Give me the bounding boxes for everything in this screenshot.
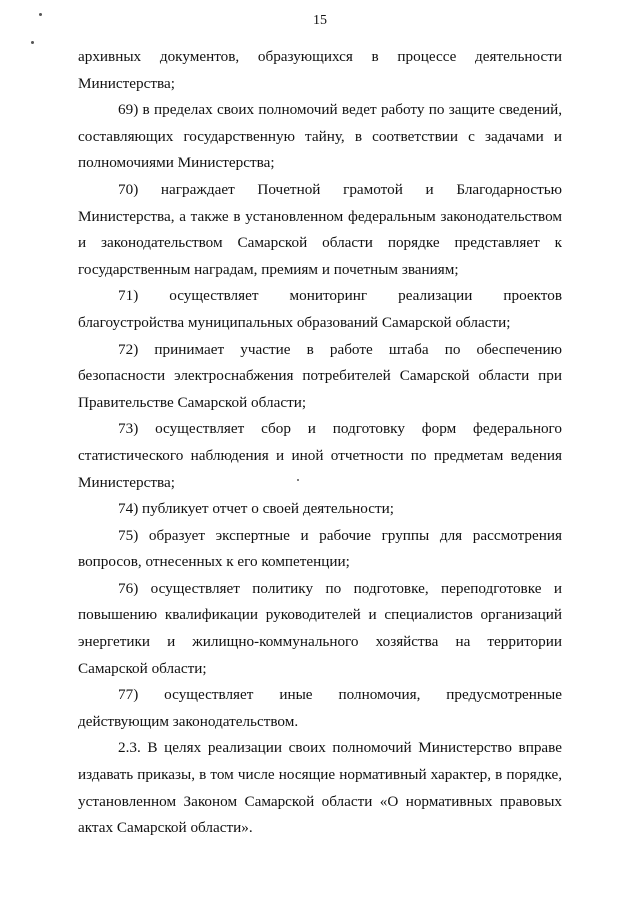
paragraph: 2.3. В целях реализации своих полномочий Министерство вправе издавать приказы, в том числе носящие нормативный характер, в порядке, установленном Законом Самарской области «О нормативных правовых актах Самарской области».	[78, 739, 562, 837]
paragraph: 69) в пределах своих полномочий ведет работу по защите сведений, составляющих государственную тайну, в соответствии с задачами и полномочиями Министерства;	[78, 101, 562, 172]
paragraph: 70) награждает Почетной грамотой и Благодарностью Министерства, а также в установленном федеральным законодательством и законодательством Самарской области порядке представляет к государственным наградам, премиям и почетным званиям;	[78, 180, 562, 278]
paragraph: 71) осуществляет мониторинг реализации проектов благоустройства муниципальных образований Самарской области;	[78, 287, 562, 331]
paragraph: 72) принимает участие в работе штаба по обеспечению безопасности электроснабжения потребителей Самарской области при Правительстве Самарской области;	[78, 340, 562, 411]
scan-speck	[31, 41, 34, 44]
paragraph: 77) осуществляет иные полномочия, предусмотренные действующим законодательством.	[78, 686, 562, 730]
paragraph: 76) осуществляет политику по подготовке, переподготовке и повышению квалификации руководителей и специалистов организаций энергетики и жилищно-коммунального хозяйства на территории Самарской области;	[78, 579, 562, 677]
paragraph: 74) публикует отчет о своей деятельности;	[118, 500, 394, 518]
document-body	[78, 44, 562, 842]
paragraph: 75) образует экспертные и рабочие группы для рассмотрения вопросов, отнесенных к его компетенции;	[78, 526, 562, 571]
paragraph: архивных документов, образующихся в процессе деятельности Министерства;	[78, 48, 562, 92]
page-number: 15	[313, 13, 327, 28]
paragraph: 73) осуществляет сбор и подготовку форм федерального статистического наблюдения и иной отчетности по предметам ведения Министерства;	[78, 420, 562, 491]
